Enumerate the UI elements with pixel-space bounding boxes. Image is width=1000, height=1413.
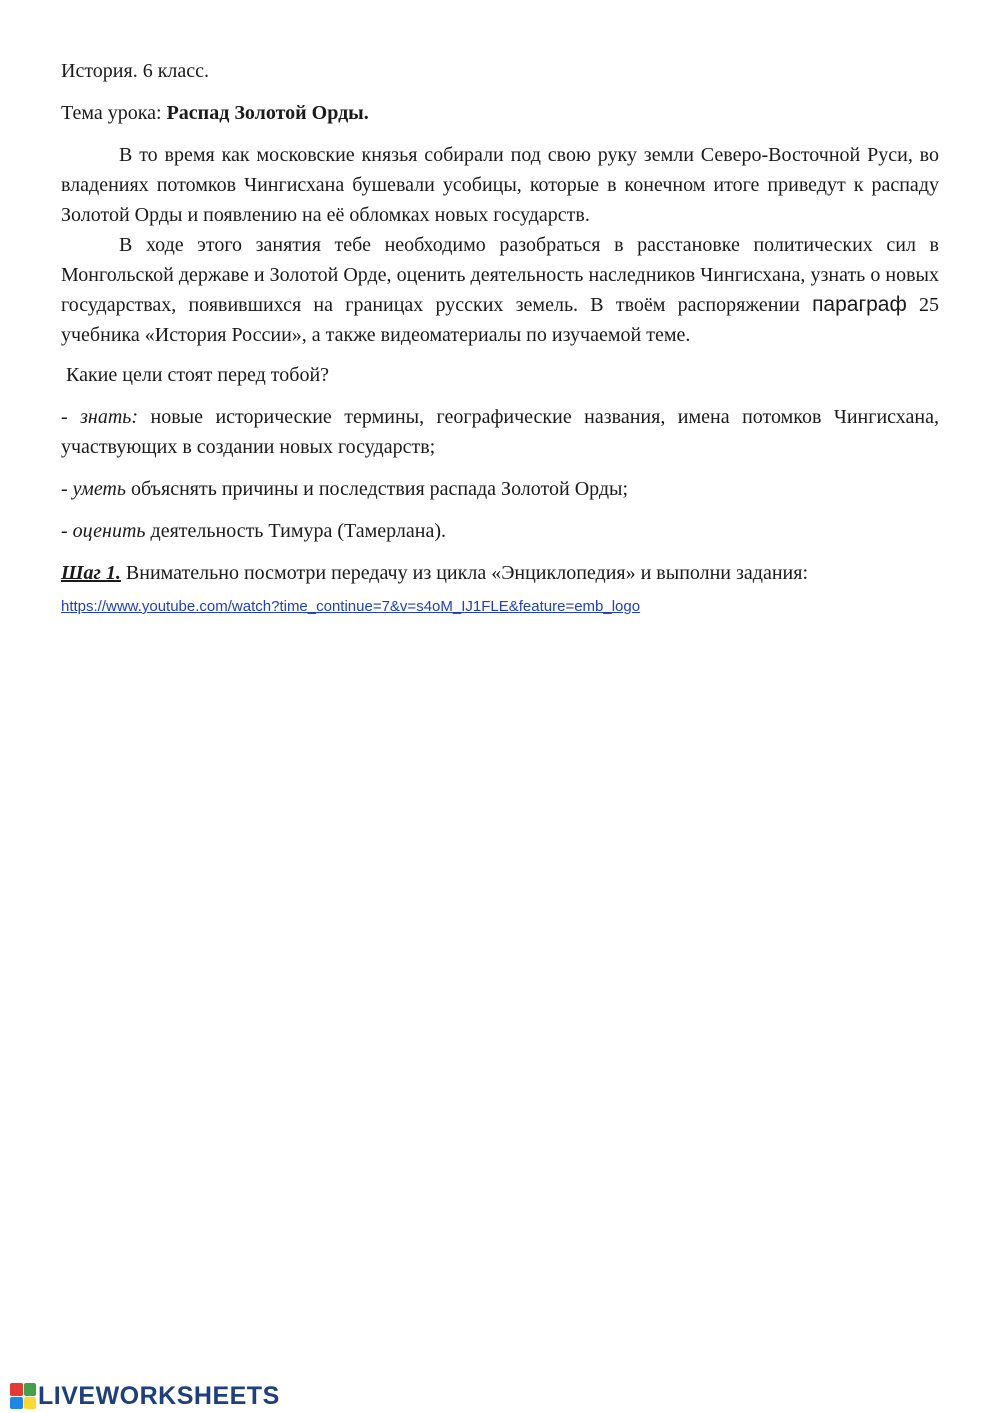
goal-verb: уметь bbox=[72, 478, 126, 500]
topic-line bbox=[61, 98, 939, 128]
liveworksheets-logo[interactable] bbox=[10, 1380, 280, 1412]
goal-text: новые исторические термины, географические названия, имена потомков Чингисхана, участвующих в создании новых государств; bbox=[61, 406, 939, 458]
goal-item bbox=[61, 402, 939, 462]
intro-p2-start: В ходе этого занятия тебе необходимо разобраться в расстановке политических сил в Монгольской державе и Золотой Орде, оценить деятельность наследников Чингисхана, узнать о новых государствах, появившихся на границах русских земель. В твоём распоряжении bbox=[61, 234, 939, 316]
step-1-text: Внимательно посмотри передачу из цикла «Энциклопедия» и выполни задания: bbox=[120, 562, 809, 584]
subject-line: История. 6 класс. bbox=[61, 60, 210, 82]
goal-text: деятельность Тимура (Тамерлана). bbox=[145, 520, 447, 542]
intro-p2-end: 25 учебника «История России», а также видеоматериалы по изучаемой теме. bbox=[61, 294, 939, 346]
topic-label: Тема урока: bbox=[61, 102, 167, 124]
document-page bbox=[61, 56, 939, 616]
goal-dash: - bbox=[61, 520, 73, 542]
logo-square bbox=[10, 1397, 23, 1410]
step-1-label: Шаг 1. bbox=[61, 562, 121, 584]
goal-dash: - bbox=[61, 478, 73, 500]
goal-text: объяснять причины и последствия распада Золотой Орды; bbox=[125, 478, 629, 500]
logo-square bbox=[24, 1383, 37, 1396]
intro-paragraph-2 bbox=[61, 230, 939, 350]
goals-question: Какие цели стоят перед тобой? bbox=[66, 364, 330, 386]
goal-verb: знать: bbox=[80, 406, 139, 428]
video-link[interactable]: https://www.youtube.com/watch?time_continue=7&v=s4oM_IJ1FLE&feature=emb_logo bbox=[61, 598, 641, 615]
topic-title: Распад Золотой Орды. bbox=[166, 102, 369, 124]
logo-text: LIVEWORKSHEETS bbox=[38, 1381, 280, 1410]
goal-item bbox=[61, 474, 939, 504]
intro-paragraph-1: В то время как московские князья собирали под свою руку земли Северо-Восточной Руси, во владениях потомков Чингисхана бушевали усобицы, которые в конечном итоге приведут к распаду Золотой Орды и появлению на её обломках новых государств. bbox=[61, 144, 939, 226]
goal-dash: - bbox=[61, 406, 81, 428]
logo-square bbox=[24, 1397, 37, 1410]
logo-square bbox=[10, 1383, 23, 1396]
step-1 bbox=[61, 558, 939, 588]
goal-item bbox=[61, 516, 939, 546]
intro-p2-word: параграф bbox=[812, 293, 907, 316]
goal-verb: оценить bbox=[72, 520, 146, 542]
logo-mark-icon bbox=[10, 1383, 36, 1409]
